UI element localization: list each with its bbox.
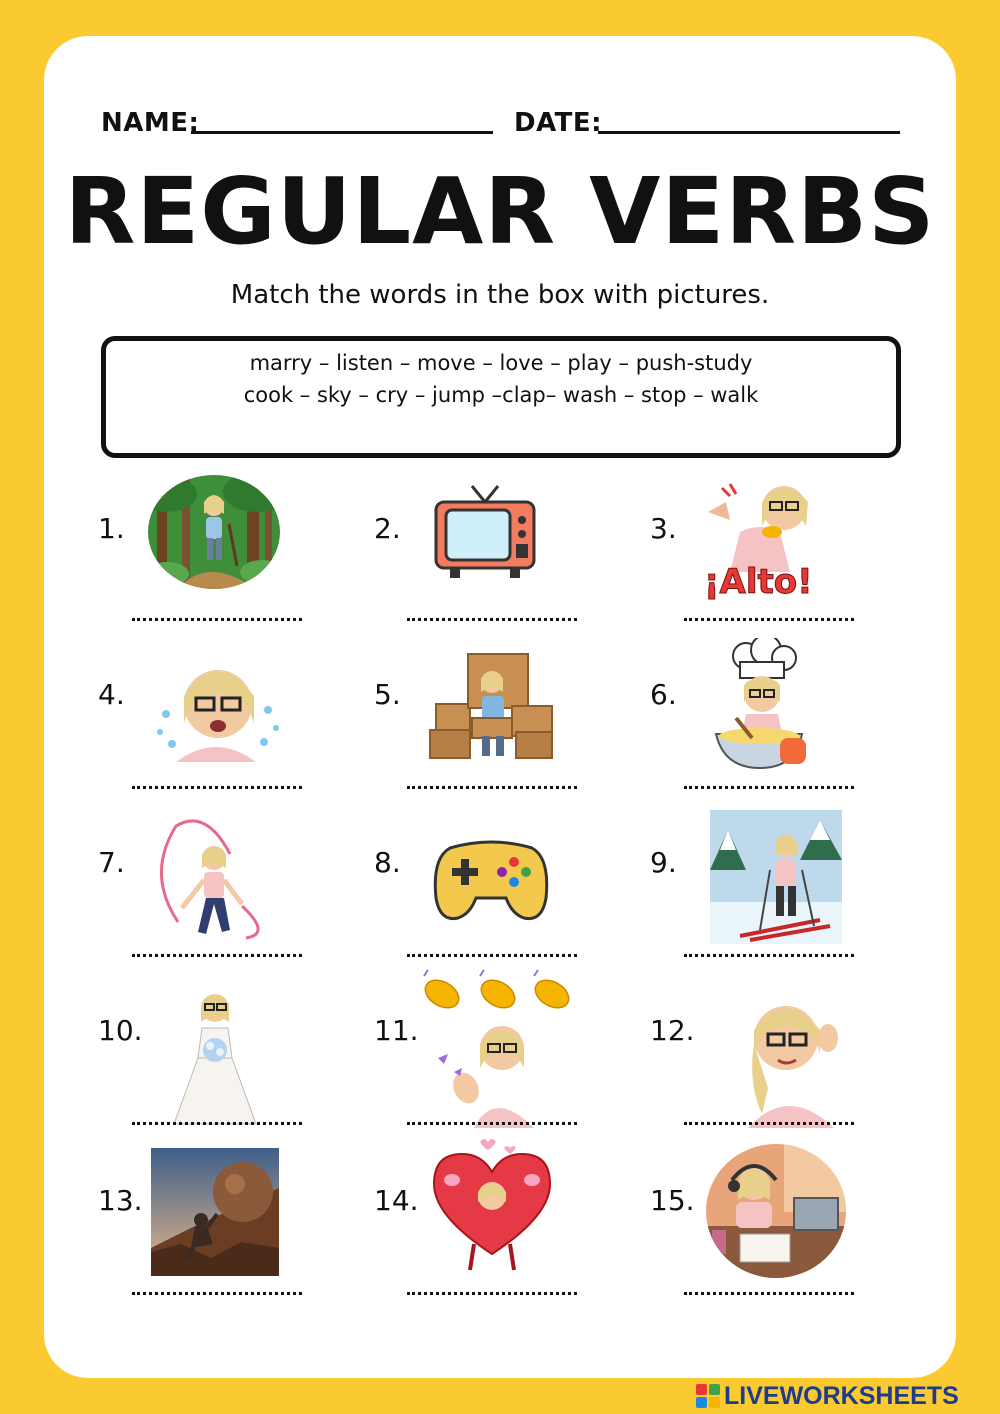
alto-caption: ¡Alto! [704, 562, 813, 602]
moving-boxes-icon [426, 652, 556, 760]
instructions-text: Match the words in the box with pictures. [230, 280, 770, 310]
hiking-forest-icon [147, 474, 281, 590]
brand-text: LIVEWORKSHEETS [724, 1381, 959, 1410]
answer-line-3[interactable] [684, 618, 854, 621]
answer-line-2[interactable] [407, 618, 577, 621]
jump-rope-icon [146, 814, 280, 948]
item-number: 12. [650, 1014, 695, 1047]
studying-desk-icon [704, 1142, 848, 1280]
item-number: 3. [650, 512, 677, 545]
heart-love-icon [430, 1136, 554, 1274]
name-input-line[interactable] [191, 131, 493, 134]
answer-line-15[interactable] [684, 1292, 854, 1295]
answer-line-1[interactable] [132, 618, 302, 621]
date-label: DATE: [514, 108, 603, 138]
word-box-line-1: marry – listen – move – love – play – push-study [249, 351, 753, 375]
item-number: 4. [98, 678, 125, 711]
game-controller-icon [432, 828, 550, 926]
chef-cooking-icon [706, 638, 816, 774]
name-label: NAME: [101, 108, 200, 138]
stop-whistle-icon [700, 472, 830, 610]
answer-line-10[interactable] [132, 1122, 302, 1125]
answer-line-11[interactable] [407, 1122, 577, 1125]
item-number: 14. [374, 1184, 419, 1217]
answer-line-13[interactable] [132, 1292, 302, 1295]
crying-face-icon [156, 652, 280, 764]
item-number: 7. [98, 846, 125, 879]
answer-line-5[interactable] [407, 786, 577, 789]
answer-line-9[interactable] [684, 954, 854, 957]
answer-line-6[interactable] [684, 786, 854, 789]
brand-blocks-icon [696, 1384, 720, 1408]
item-number: 6. [650, 678, 677, 711]
television-icon [432, 482, 538, 582]
item-number: 15. [650, 1184, 695, 1217]
item-number: 5. [374, 678, 401, 711]
item-number: 10. [98, 1014, 143, 1047]
answer-line-4[interactable] [132, 786, 302, 789]
word-box [101, 336, 901, 458]
answer-line-12[interactable] [684, 1122, 854, 1125]
page-title: REGULAR VERBS [64, 158, 936, 265]
answer-line-7[interactable] [132, 954, 302, 957]
bride-icon [172, 988, 258, 1126]
date-input-line[interactable] [598, 131, 900, 134]
liveworksheets-logo [696, 1378, 996, 1414]
clapping-hands-icon [414, 968, 574, 1128]
skiing-icon [710, 810, 842, 944]
item-number: 8. [374, 846, 401, 879]
item-number: 11. [374, 1014, 419, 1047]
item-number: 1. [98, 512, 125, 545]
answer-line-14[interactable] [407, 1292, 577, 1295]
listening-ear-icon [738, 984, 844, 1128]
item-number: 13. [98, 1184, 143, 1217]
item-number: 9. [650, 846, 677, 879]
pushing-boulder-icon [151, 1148, 279, 1276]
item-number: 2. [374, 512, 401, 545]
word-box-line-2: cook – sky – cry – jump –clap– wash – stop – walk [243, 383, 759, 407]
answer-line-8[interactable] [407, 954, 577, 957]
